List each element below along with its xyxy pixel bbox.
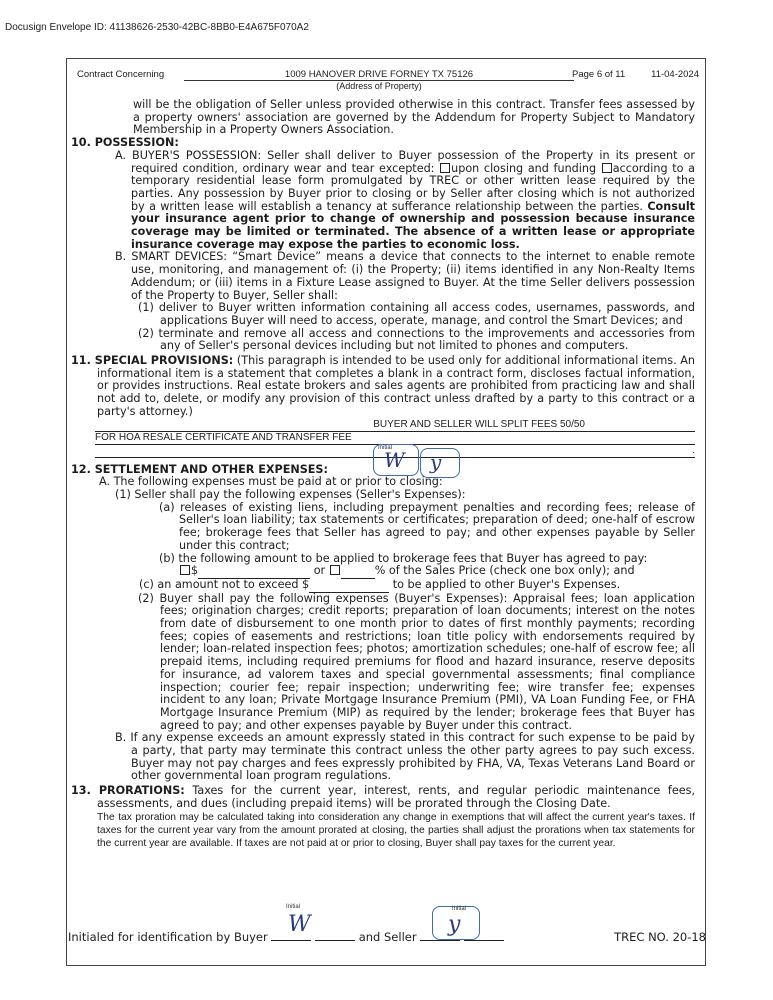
closing-checkbox[interactable] [440,163,450,173]
buyer-initials-2[interactable] [315,930,355,941]
seller-initial-signature: y [430,450,442,474]
possession-a-text: A. BUYER'S POSSESSION: Seller shall deliver to Buyer possession of the Property in its present or required condition, ordinary wear and tear excepted: [115,148,695,175]
expenses-a1: (1) Seller shall pay the following expenses (Seller's Expenses): [115,487,466,501]
buyer-expenses: (2) Buyer shall pay the following expenses (Buyer's Expenses): Appraisal fees; loan application fees; origination charges; credit reports; preparation of loan documents; interest on the notes from date of disbursement to one month prior to dates of first monthly payments; recording fees; copies of easements and restrictions; loan title policy with endorsements required by lender; loan-related inspection fees; photos; amortization schedules; one-half of escrow fee; all prepaid items, including required premiums for flood and hazard insurance, reserve deposits for insurance, ad valorem taxes and special governmental assessments; final compliance inspection; courier fee; repair inspection; underwriting fee; wire transfer fee; expenses incident to any loan; Private Mortgage Insurance Premium (PMI), VA Loan Funding Fee, or FHA Mortgage Insurance Premium (MIP) as required by the lender; brokerage fees that Buyer has agreed to pay; and other expenses payable by Buyer under this contract. [138,591,695,732]
smart-devices: B. SMART DEVICES: “Smart Device” means a device that connects to the internet to enable remote use, monitoring, and management of: (i) the Property; (ii) items identified in any Non-Realty Items Addendum; or (iii) items in a Fixture Lease assigned to Buyer. At the time Seller delivers possession of the Property to Buyer, Seller shall: [115,250,695,302]
expenses-a1c [71,579,695,593]
prorations [71,785,695,810]
page-number: Page 6 of 11 [572,69,626,80]
expenses-a1b-text: (b) the following amount to be applied to brokerage fees that Buyer has agreed to pay: [159,551,648,565]
section-12-title: 12. SETTLEMENT AND OTHER EXPENSES: [71,462,328,476]
buyer-initials-label: Initialed for identification by Buyer [68,930,268,944]
or-label: or [313,564,326,578]
carryover-paragraph: will be the obligation of Seller unless provided otherwise in this contract. Transfer fees assessed by a property owners' association are governed by the Addendum for Property Subject to Mandatory Membership in a Property Owners Association. [133,98,695,137]
special-provisions-line-1[interactable]: BUYER AND SELLER WILL SPLIT FEES 50/50 [95,419,695,432]
expenses-b: B. If any expense exceeds an amount expressly stated in this contract for such expense to be paid by a party, that party may terminate this contract unless the other party agrees to pay such excess. Buyer may not pay charges and fees expressly prohibited by FHA, VA, Texas Veterans Land Board or other governmental loan program regulations. [115,731,695,783]
insurance-warning: Consult your insurance agent prior to change of ownership and possession because insurance coverage may be limited or terminated. The absence of a written lease or appropriate insurance coverage may expose the parties to economic loss. [131,199,696,251]
percent-checkbox[interactable] [330,565,340,575]
header-label: Contract Concerning [77,69,165,80]
expenses-a: A. The following expenses must be paid at or prior to closing: [99,475,443,489]
page-header [77,69,699,95]
expenses-a1c-text-2: to be applied to other Buyer's Expenses. [392,577,621,591]
special-provisions-line-3[interactable]: . [95,445,695,458]
closing-option-label: upon closing and funding [451,161,597,175]
footer-initial-caption: Initial [286,904,301,910]
prorations-text: Taxes for the current year, interest, rents, and regular periodic maintenance fees, assessments, and dues (including prepaid items) will be prorated through the Closing Date. [97,784,696,810]
section-13-title: 13. PRORATIONS: [71,784,185,798]
section-10-title: 10. POSSESSION: [71,136,179,150]
dollar-amount-field[interactable] [198,565,310,579]
smart-devices-2: (2) terminate and remove all access and connections to the improvements and accessories from any of Seller's personal devices including but not limited to phones and computers. [138,326,695,353]
buyer-initial-signature: W [384,448,405,472]
special-provisions-line-2[interactable]: FOR HOA RESALE CERTIFICATE AND TRANSFER FEE [95,432,695,445]
special-provisions-text: (This paragraph is intended to be used only for additional informational items. An informational item is a statement that completes a blank in a contract form, discloses factual information, or provides instructions. Real estate brokers and sales agents are prohibited from practicing law and shall not add to, delete, or modify any provision of this contract unless drafted by a party to this contract or a party's attorney.) [97,354,695,418]
possession-a [87,150,695,252]
lease-checkbox[interactable] [602,163,612,173]
seller-initials-label: and Seller [358,930,417,944]
trec-number: TREC NO. 20-18 [614,930,706,944]
form-date: 11-04-2024 [651,69,699,80]
percent-field[interactable] [341,565,375,579]
footer-seller-signature: y [448,912,461,937]
section-11-title: 11. SPECIAL PROVISIONS: [71,354,234,368]
percent-label: % of the Sales Price (check one box only); and [374,564,635,578]
address-caption: (Address of Property) [336,81,422,91]
expenses-a1b [91,553,695,579]
expenses-a1a: (a) releases of existing liens, including prepayment penalties and recording fees; release of Seller's loan liability; tax statements or certificates; preparation of deed; one-half of escrow fee; brokerage fees that Seller has agreed to pay; and other expenses payable by Seller under this contract; [159,500,695,552]
special-provisions [71,355,695,419]
contract-page [66,58,706,966]
footer-buyer-signature: W [288,912,311,937]
possession-a-text-2: according to a temporary residential lease form promulgated by TREC or other written lease required by the parties. Any possession by Buyer prior to closing or by Seller after closing which is not authorized by a written lease will establish a tenancy at sufferance relationship between the parties. [131,161,695,213]
envelope-id: Docusign Envelope ID: 41138626-2530-42BC-8BB0-E4A675F070A2 [5,22,309,33]
other-expenses-field[interactable] [309,579,389,593]
dollar-sign: $ [191,564,199,578]
expenses-a1c-text: (c) an amount not to exceed $ [139,577,310,591]
property-address: 1009 HANOVER DRIVE FORNEY TX 75126 [184,69,574,81]
footer-seller-initial-caption: Initial [452,906,467,912]
smart-devices-1: (1) deliver to Buyer written information containing all access codes, usernames, passwords, and applications Buyer will need to access, operate, manage, and control the Smart Devices; and [138,301,695,327]
initial-caption: Initial [378,445,393,451]
prorations-tax: The tax proration may be calculated taking into consideration any change in exemptions that will affect the current year's taxes. If taxes for the current year vary from the amount prorated at closing, the parties shall adjust the prorations when tax statements for the current year are available. If taxes are not paid at or prior to closing, Buyer shall pay taxes for the current year. [97,811,695,849]
